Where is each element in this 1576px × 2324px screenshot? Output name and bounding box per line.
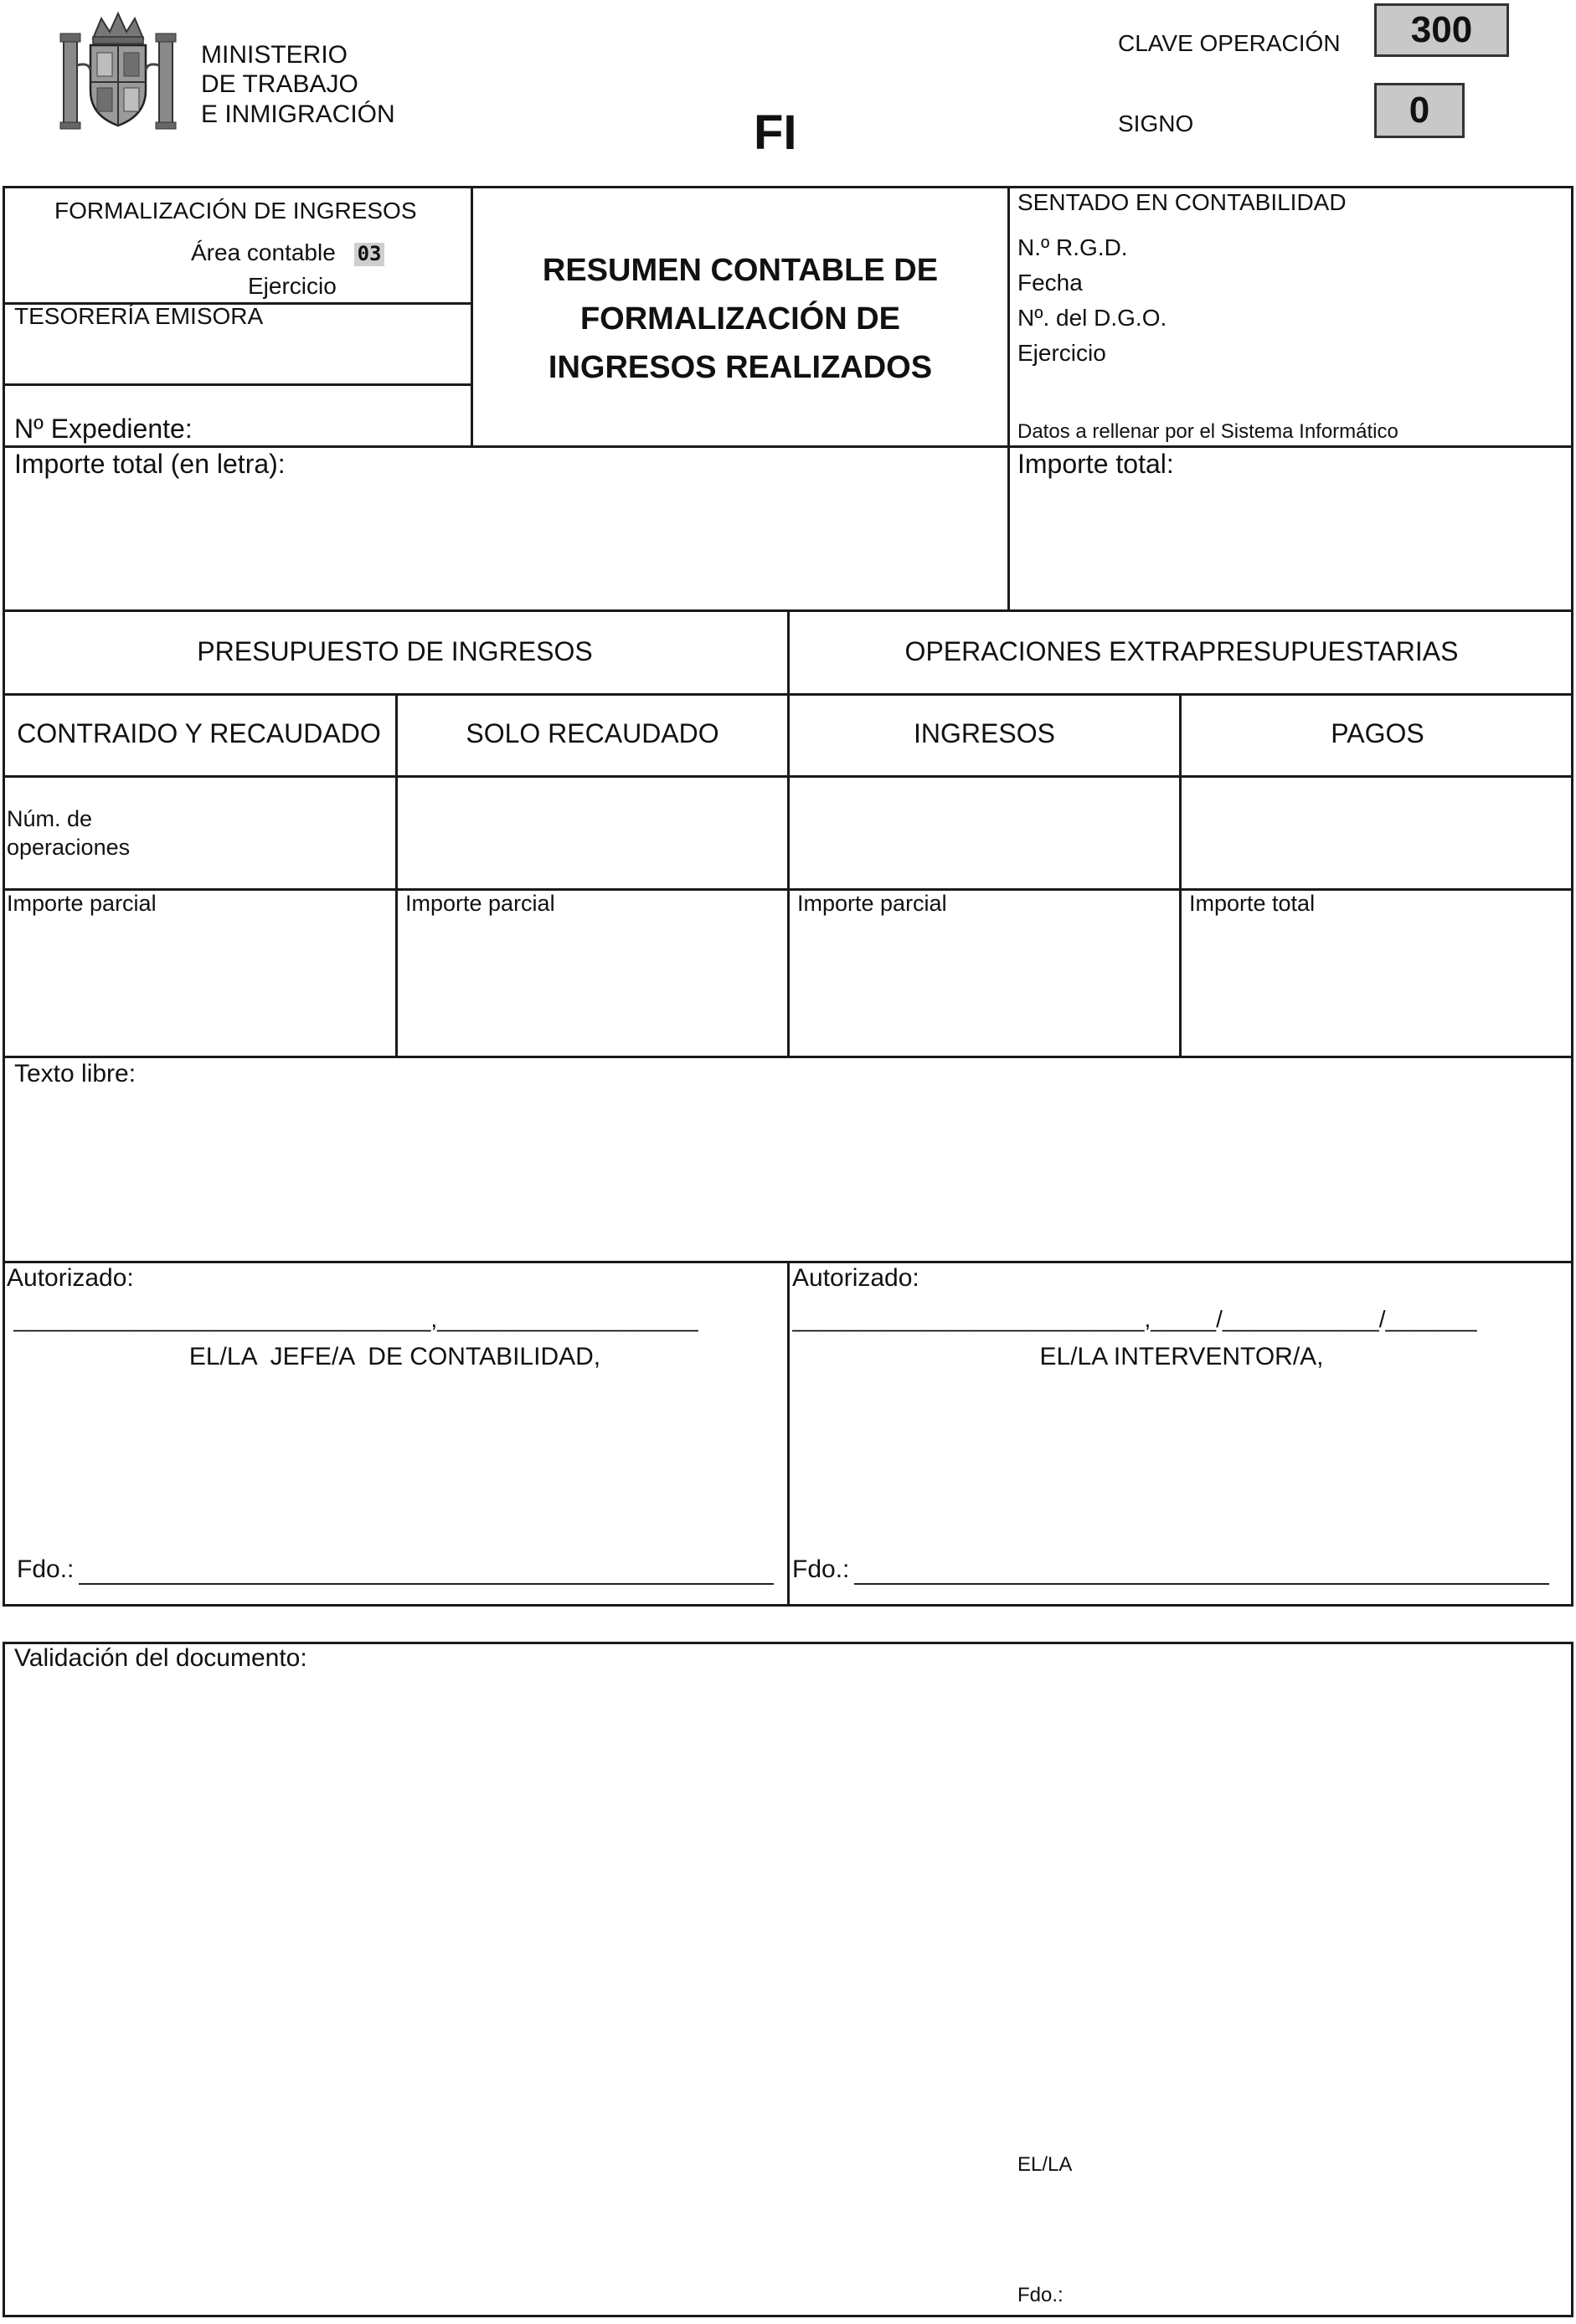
sistema-note: Datos a rellenar por el Sistema Informático (1017, 420, 1398, 443)
divider (787, 1261, 790, 1607)
extra-header: OPERACIONES EXTRAPRESUPUESTARIAS (904, 636, 1459, 666)
divider (3, 888, 1573, 891)
clave-operacion-label: CLAVE OPERACIÓN (1118, 30, 1341, 56)
fdo-left-label: Fdo.: (17, 1555, 75, 1583)
expediente-label: Nº Expediente: (14, 414, 193, 444)
importe-parcial-3: Importe parcial (797, 891, 947, 916)
importe-letra-label: Importe total (en letra): (14, 449, 286, 479)
divider (787, 609, 790, 1057)
num-operaciones-line-1: Núm. de (7, 806, 93, 831)
title-line-2: FORMALIZACIÓN DE (579, 301, 901, 337)
coat-of-arms-logo (55, 7, 181, 132)
fdo-left-signature-line (79, 1583, 774, 1585)
importe-total-label: Importe total: (1017, 449, 1174, 479)
area-contable-value: 03 (354, 243, 385, 266)
validacion-label: Validación del documento: (14, 1644, 307, 1672)
validacion-fdo: Fdo.: (1017, 2284, 1064, 2306)
validacion-ella: EL/LA (1017, 2153, 1073, 2176)
autorizado-right-label: Autorizado: (792, 1264, 919, 1292)
left-place-date-line: ________________________________,____________________ (13, 1306, 698, 1332)
formalizacion-label: FORMALIZACIÓN DE INGRESOS (54, 198, 417, 224)
clave-operacion-value: 300 (1374, 3, 1509, 57)
interventor-label: EL/LA INTERVENTOR/A, (1039, 1343, 1324, 1370)
divider (3, 1056, 1573, 1058)
area-contable-row (191, 239, 384, 266)
col-contraido: CONTRAIDO Y RECAUDADO (17, 718, 381, 748)
importe-total-col: Importe total (1189, 891, 1316, 916)
presupuesto-header: PRESUPUESTO DE INGRESOS (197, 636, 593, 666)
ministry-name (201, 40, 395, 129)
tesoreria-label: TESORERÍA EMISORA (14, 303, 264, 329)
divider (1007, 186, 1010, 611)
title-line-3: INGRESOS REALIZADOS (548, 350, 933, 385)
num-operaciones-line-2: operaciones (7, 834, 131, 860)
signo-value: 0 (1374, 83, 1465, 138)
divider (3, 775, 1573, 778)
col-ingresos: INGRESOS (914, 718, 1055, 748)
col-pagos: PAGOS (1331, 718, 1424, 748)
ministry-line-2: DE TRABAJO (201, 70, 358, 99)
ministry-line-3: E INMIGRACIÓN (201, 100, 395, 128)
validacion-box (3, 1642, 1573, 2317)
signo-label: SIGNO (1118, 111, 1194, 136)
ejercicio-right-label: Ejercicio (1017, 340, 1106, 366)
area-contable-label: Área contable (191, 239, 336, 265)
num-operaciones-label (7, 805, 130, 862)
title-line-1: RESUMEN CONTABLE DE (542, 253, 939, 288)
ministry-line-1: MINISTERIO (201, 41, 348, 69)
jefe-contabilidad-label: EL/LA JEFE/A DE CONTABILIDAD, (188, 1343, 601, 1370)
form-title (473, 246, 1007, 392)
fdo-right-label: Fdo.: (792, 1555, 850, 1583)
form-code: FI (754, 105, 797, 160)
col-solo-recaudado: SOLO RECAUDADO (466, 718, 719, 748)
importe-parcial-2: Importe parcial (405, 891, 555, 916)
divider (3, 383, 472, 386)
fecha-label: Fecha (1017, 270, 1083, 296)
divider (3, 445, 1573, 448)
texto-libre-label: Texto libre: (14, 1060, 136, 1087)
right-place-date-line: ___________________________,_____/____________/_______ (792, 1306, 1477, 1332)
fdo-right-signature-line (854, 1583, 1549, 1585)
ejercicio-label: Ejercicio (248, 273, 337, 299)
rgd-label: N.º R.G.D. (1017, 234, 1128, 260)
sentado-label: SENTADO EN CONTABILIDAD (1017, 189, 1347, 215)
divider (3, 693, 1573, 696)
importe-parcial-1: Importe parcial (7, 891, 157, 916)
dgo-label: Nº. del D.G.O. (1017, 305, 1167, 331)
autorizado-left-label: Autorizado: (7, 1264, 134, 1292)
